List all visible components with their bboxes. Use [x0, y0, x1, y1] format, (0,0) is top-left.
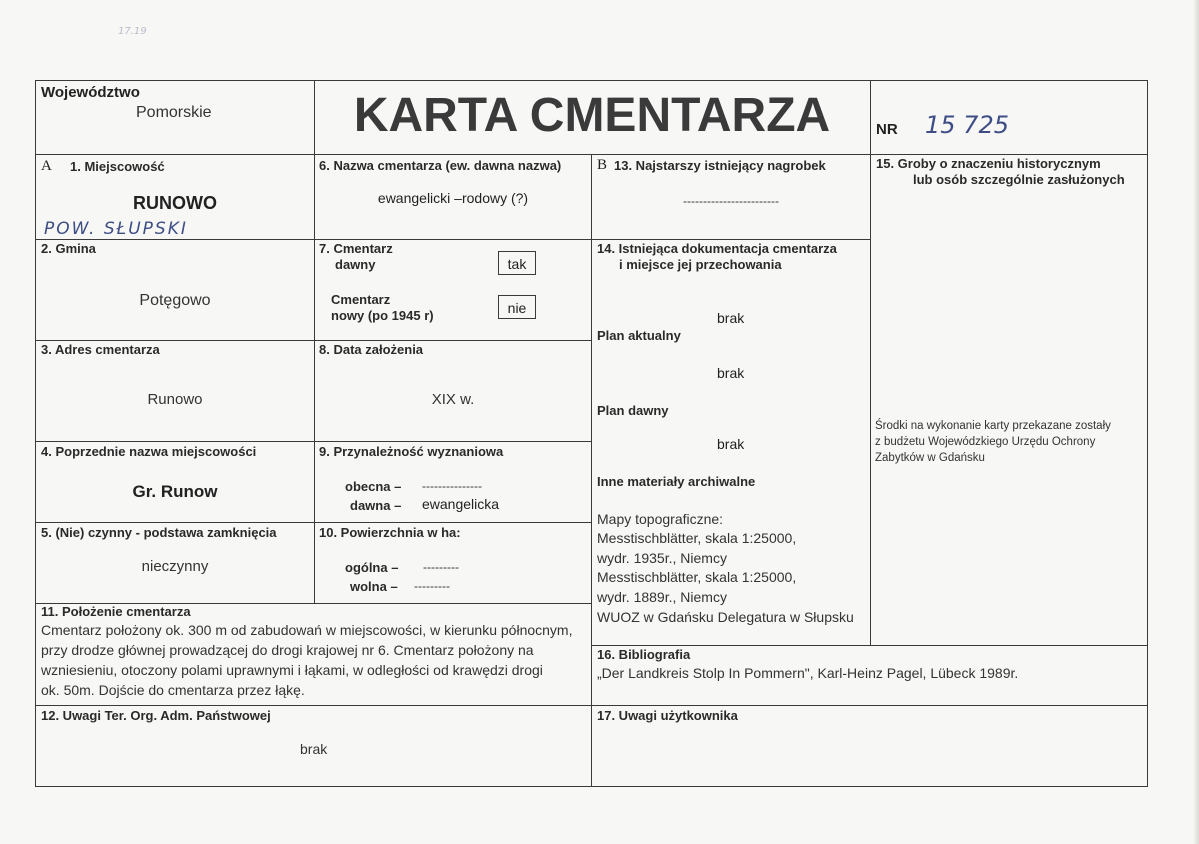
wojewodztwo-label: Województwo: [41, 84, 140, 101]
field-6-cell: [314, 154, 592, 240]
plan-dawny-label: Plan dawny: [597, 403, 669, 418]
funding-note-line-1: Środki na wykonanie karty przekazane zostały: [875, 420, 1111, 432]
field-7-nowy-label: nowy (po 1945 r): [331, 308, 434, 323]
field-14-cell: [591, 239, 871, 646]
field-8-value: XIX w.: [431, 391, 475, 408]
field-10-wolna-value: ---------: [414, 579, 450, 593]
field-14-label-2: i miejsce jej przechowania: [619, 257, 782, 272]
field-4-value: Gr. Runow: [132, 482, 218, 501]
field-9-cell: [314, 441, 592, 523]
field-16-label: 16. Bibliografia: [597, 647, 691, 662]
field-12-cell: [35, 705, 592, 787]
field-6-label: 6. Nazwa cmentarza (ew. dawna nazwa): [319, 158, 562, 173]
section-b-letter: B: [597, 157, 608, 173]
field-2-label: 2. Gmina: [41, 241, 96, 256]
field-3-label: 3. Adres cmentarza: [41, 342, 160, 357]
field-1-label: 1. Miejscowość: [70, 159, 165, 174]
field-10-label: 10. Powierzchnia w ha:: [319, 525, 461, 540]
field-9-obecna-label: obecna –: [345, 479, 402, 494]
field-13-value: ------------------------: [683, 194, 779, 208]
field-4-label: 4. Poprzednie nazwa miejscowości: [41, 444, 257, 459]
field-14-value: brak: [717, 310, 745, 326]
inne-line-1: Mapy topograficzne:: [597, 511, 724, 527]
field-7-label: 7. Cmentarz: [319, 241, 393, 256]
inne-line-5: wydr. 1889r., Niemcy: [597, 589, 727, 605]
section-a-letter: A: [41, 158, 52, 174]
funding-note-line-2: z budżetu Wojewódzkiego Urzędu Ochrony: [875, 436, 1096, 448]
inne-materialy-label: Inne materiały archiwalne: [597, 474, 756, 489]
wojewodztwo-cell: [35, 80, 315, 155]
field-13-cell: [591, 154, 871, 240]
corner-pencil-mark: 17.19: [118, 26, 147, 37]
field-1-handwritten-note: POW. SŁUPSKI: [44, 219, 188, 239]
field-5-value: nieczynny: [141, 558, 209, 575]
field-10-wolna-label: wolna –: [350, 579, 398, 594]
inne-line-3: wydr. 1935r., Niemcy: [597, 550, 727, 566]
field-11-label: 11. Położenie cmentarza: [41, 604, 191, 619]
field-8-label: 8. Data założenia: [319, 342, 424, 357]
nr-value-handwritten: 15 725: [925, 111, 1009, 139]
field-7-dawny-label: dawny: [335, 257, 376, 272]
field-9-label: 9. Przynależność wyznaniowa: [319, 444, 504, 459]
field-12-value: brak: [300, 741, 328, 757]
field-9-dawna-value: ewangelicka: [422, 496, 500, 512]
funding-note-line-3: Zabytków w Gdańsku: [875, 452, 985, 464]
field-1-value: RUNOWO: [133, 193, 217, 213]
wojewodztwo-value: Pomorskie: [136, 104, 212, 121]
page-edge-shadow: [1193, 0, 1199, 844]
field-7-dawny-box: tak: [498, 251, 536, 275]
field-11-line-3: wzniesieniu, otoczony polami uprawnymi i łąkami, w odległości od krawędzi drogi: [41, 662, 543, 678]
field-5-cell: [35, 522, 315, 604]
field-7-cmentarz-label: Cmentarz: [331, 292, 391, 307]
field-14-label-1: 14. Istniejąca dokumentacja cmentarza: [597, 241, 837, 256]
field-4-cell: [35, 441, 315, 523]
nr-label: NR: [876, 121, 898, 138]
field-11-line-1: Cmentarz położony ok. 300 m od zabudowań w miejscowości, w kierunku północnym,: [41, 622, 573, 638]
field-3-cell: [35, 340, 315, 442]
field-15-cell: [870, 154, 1148, 646]
field-10-ogolna-label: ogólna –: [345, 560, 399, 575]
page-title: KARTA CMENTARZA: [353, 89, 831, 142]
field-7-nowy-box: nie: [498, 295, 536, 319]
field-9-obecna-value: ---------------: [422, 479, 482, 493]
field-16-value: „Der Landkreis Stolp In Pommern", Karl-Heinz Pagel, Lübeck 1989r.: [597, 665, 1019, 681]
field-10-ogolna-value: ---------: [423, 560, 459, 574]
field-17-cell: [591, 705, 1148, 787]
plan-aktualny-value: brak: [717, 365, 745, 381]
nr-cell: [870, 80, 1148, 155]
field-15-label-1: 15. Groby o znaczeniu historycznym: [876, 156, 1101, 171]
field-11-line-4: ok. 50m. Dojście do cmentarza przez łąkę.: [41, 682, 305, 698]
inne-line-2: Messtischblätter, skala 1:25000,: [597, 530, 797, 546]
field-11-line-2: przy drodze głównej prowadzącej do drogi krajowej nr 6. Cmentarz położony na: [41, 642, 534, 658]
field-2-cell: [35, 239, 315, 341]
field-17-label: 17. Uwagi użytkownika: [597, 708, 738, 723]
plan-dawny-value: brak: [717, 436, 745, 452]
field-9-dawna-label: dawna –: [350, 498, 402, 513]
field-3-value: Runowo: [147, 391, 203, 408]
field-5-label: 5. (Nie) czynny - podstawa zamknięcia: [41, 525, 277, 540]
field-6-value: ewangelicki –rodowy (?): [377, 190, 529, 206]
field-11-cell: [35, 603, 592, 706]
field-12-label: 12. Uwagi Ter. Org. Adm. Państwowej: [41, 708, 271, 723]
field-15-label-2: lub osób szczególnie zasłużonych: [913, 172, 1125, 187]
field-13-label: 13. Najstarszy istniejący nagrobek: [614, 158, 826, 173]
field-2-value: Potęgowo: [139, 292, 211, 309]
field-16-cell: [591, 645, 1148, 706]
inne-line-6: WUOZ w Gdańsku Delegatura w Słupsku: [597, 609, 854, 625]
field-8-cell: [314, 340, 592, 442]
field-1-cell: [35, 154, 315, 240]
inne-line-4: Messtischblätter, skala 1:25000,: [597, 569, 797, 585]
plan-aktualny-label: Plan aktualny: [597, 328, 681, 343]
field-10-cell: [314, 522, 592, 604]
field-7-cell: [314, 239, 592, 341]
